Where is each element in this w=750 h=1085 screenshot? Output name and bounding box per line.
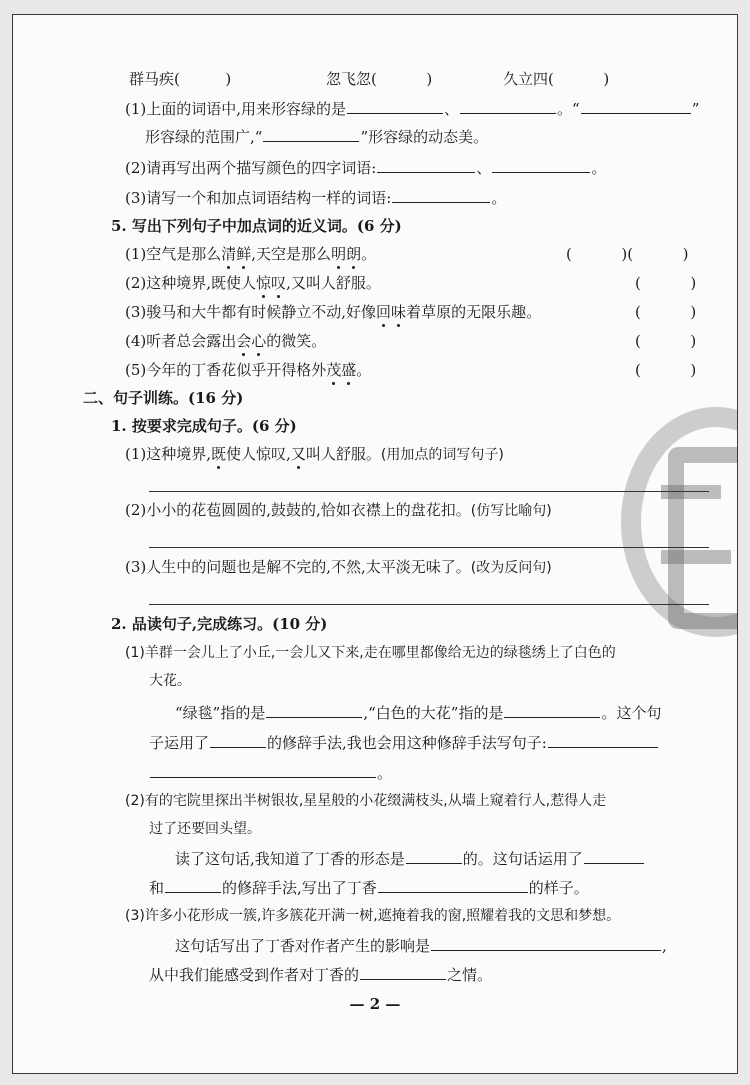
q2-1-item-3: (3)人生中的问题也是解不完的,不然,太平淡无味了。(改为反问句) [125,558,552,576]
answer-blank[interactable] [165,878,221,893]
q4-1-line2: 形容绿的范围广,“ ”形容绿的动态美。 [145,128,489,146]
q5-item-4: (4)听者总会露出会心的微笑。 [125,332,327,350]
answer-blank[interactable] [548,733,658,748]
q2-2-task-1-line1: “绿毯”指的是 ,“白色的大花”指的是 。这个句 [175,704,662,722]
answer-blank[interactable] [150,763,376,778]
seal-stroke [661,550,731,564]
answer-line[interactable] [149,547,709,548]
answer-blank[interactable] [210,733,266,748]
q5-answer-5[interactable]: ( ) [635,361,697,379]
q2-2-passage-1: (1)羊群一会儿上了小丘,一会儿又下来,走在哪里都像给无边的绿毯绣上了白色的 [125,645,616,661]
answer-blank[interactable] [581,99,691,114]
seal-stamp-inner [668,447,738,629]
q2-2-task-1-line2: 子运用了 的修辞手法,我也会用这种修辞手法写句子: [149,733,659,753]
q2-2-task-1-line3: 。 [149,763,392,783]
answer-blank[interactable] [460,99,556,114]
q2-1-heading: 1. 按要求完成句子。(6 分) [111,417,297,435]
q4-2: (2)请再写出两个描写颜色的四字词语: 、 。 [125,159,607,177]
q5-item-1: (1)空气是那么清鲜,天空是那么明朗。 [125,245,377,263]
q2-2-passage-1-cont: 大花。 [149,673,191,689]
idiom-3: 久立四( ) [503,70,610,88]
idiom-1: 群马疾( ) [129,70,232,88]
answer-blank[interactable] [377,158,475,173]
q5-answer-3[interactable]: ( ) [635,303,697,321]
q2-2-passage-2: (2)有的宅院里探出半树银妆,星星般的小花缀满枝头,从墙上窥着行人,惹得人走 [125,793,607,809]
answer-blank[interactable] [406,849,462,864]
q2-2-task-3-line2: 从中我们能感受到作者对丁香的 之情。 [149,966,493,984]
q5-answer-4[interactable]: ( ) [635,332,697,350]
q2-1-item-1: (1)这种境界,既使人惊叹,又叫人舒服。(用加点的词写句子) [125,445,504,463]
section-2-heading: 二、句子训练。(16 分) [83,389,244,407]
q5-item-3: (3)骏马和大牛都有时候静立不动,好像回味着草原的无限乐趣。 [125,303,542,321]
page-number: — 2 — [349,995,401,1013]
q2-2-heading: 2. 品读句子,完成练习。(10 分) [111,615,328,633]
answer-line[interactable] [149,491,709,492]
worksheet-page [12,14,738,1074]
q5-item-2: (2)这种境界,既使人惊叹,又叫人舒服。 [125,274,381,292]
q5-heading: 5. 写出下列句子中加点词的近义词。(6 分) [111,217,402,235]
answer-blank[interactable] [360,965,446,980]
q2-2-task-2-line1: 读了这句话,我知道了丁香的形态是 的。这句话运用了 [175,849,645,869]
q5-item-5: (5)今年的丁香花似乎开得格外茂盛。 [125,361,372,379]
q4-3: (3)请写一个和加点词语结构一样的词语: 。 [125,189,507,207]
q2-2-task-3-line1: 这句话写出了丁香对作者产生的影响是 , [175,937,667,955]
answer-blank[interactable] [492,158,590,173]
q2-2-task-2-line2: 和 的修辞手法,写出了丁香 的样子。 [149,879,589,897]
answer-blank[interactable] [263,127,359,142]
answer-blank[interactable] [266,703,362,718]
answer-blank[interactable] [584,849,644,864]
q2-2-passage-2-cont: 过了还要回头望。 [149,821,261,837]
q2-1-item-2: (2)小小的花苞圆圆的,鼓鼓的,恰如衣襟上的盘花扣。(仿写比喻句) [125,501,552,519]
answer-blank[interactable] [431,936,661,951]
answer-blank[interactable] [378,878,528,893]
idiom-2: 忽飞忽( ) [326,70,433,88]
q2-2-passage-3: (3)许多小花形成一簇,许多簇花开满一树,遮掩着我的窗,照耀着我的文思和梦想。 [125,908,621,924]
answer-blank[interactable] [504,703,600,718]
q5-answer-1[interactable]: ( )( ) [566,245,689,263]
q4-1-line1: (1)上面的词语中,用来形容绿的是 、 。“ ” [125,100,700,118]
seal-stroke [661,485,721,499]
answer-blank[interactable] [347,99,443,114]
answer-line[interactable] [149,604,709,605]
answer-blank[interactable] [392,188,490,203]
q5-answer-2[interactable]: ( ) [635,274,697,292]
